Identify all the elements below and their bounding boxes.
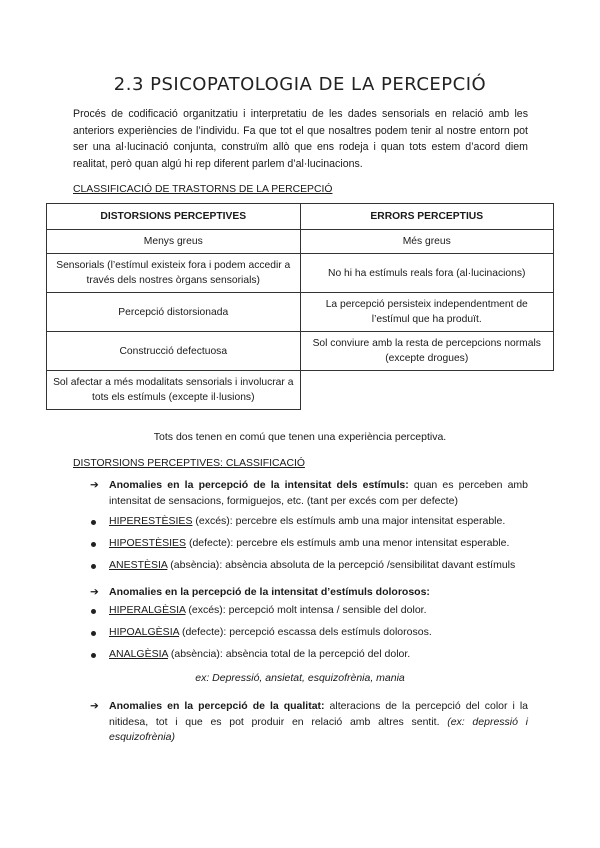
- term-qualifier: (excés): [185, 604, 223, 616]
- term-qualifier: (absència): [167, 648, 220, 660]
- list-item: [90, 625, 528, 641]
- intro-paragraph: Procés de codificació organitzatiu i interpretatiu de les dades sensorials en relació amb les anteriors experiències de l’individu. Fa que tot el que nosaltres podem tenir al nostre entorn pot ser una al·lucinació conjunta, construïm allò que ens rodeja i quan tots estem d’acord diem realitat, però quan algú hi rep diferent parlem d’al·lucinacions.: [73, 108, 528, 170]
- table-cell: La percepció persisteix independentment de l’estímul que ha produït.: [300, 293, 554, 332]
- section-example: (ex: depressió i esquizofrènia): [109, 715, 528, 743]
- table-cell: Sensorials (l’estímul existeix fora i podem accedir a través dels nostres òrgans sensorials): [47, 254, 301, 293]
- table-header: ERRORS PERCEPTIUS: [300, 204, 554, 230]
- bullet-icon: [91, 520, 96, 525]
- term-definition: : percebre els estímuls amb una major intensitat esperable.: [229, 515, 506, 527]
- section-pain: [90, 585, 528, 601]
- term: HIPOESTÈSIES: [109, 537, 187, 549]
- bullet-icon: [91, 653, 96, 658]
- table-row: [47, 371, 554, 410]
- term: HIPOALGÈSIA: [109, 626, 180, 638]
- list-item: [90, 536, 528, 552]
- table-cell: Més greus: [300, 230, 554, 254]
- table-row: [47, 230, 554, 254]
- term-definition: : percebre els estímuls amb una menor intensitat esperable.: [230, 537, 510, 549]
- list-item: [90, 514, 528, 530]
- classification-heading: CLASSIFICACIÓ DE TRASTORNS DE LA PERCEPCIÓ: [73, 184, 333, 195]
- table-row: [47, 293, 554, 332]
- term-qualifier: (excés): [192, 515, 230, 527]
- classification-table: [46, 203, 554, 410]
- arrow-icon: ➔: [90, 479, 99, 491]
- list-item: [90, 603, 528, 619]
- arrow-icon: ➔: [90, 586, 99, 598]
- term: ANESTÈSIA: [109, 559, 168, 571]
- table-cell: Percepció distorsionada: [47, 293, 301, 332]
- table-header-row: [47, 204, 554, 230]
- section-text: quan es perceben amb intensitat de sensacions, formiguejos, etc. (tant per excés com per defecte): [109, 479, 529, 507]
- table-row: [47, 332, 554, 371]
- table-cell: No hi ha estímuls reals fora (al·lucinacions): [300, 254, 554, 293]
- table-cell: Sol afectar a més modalitats sensorials i involucrar a tots els estímuls (excepte il·lusions): [47, 371, 301, 410]
- common-statement: Tots dos tenen en comú que tenen una experiència perceptiva.: [153, 431, 447, 443]
- section-intensity: [90, 478, 528, 509]
- section-title: Anomalies en la percepció de la intensitat d’estímuls dolorosos:: [109, 586, 430, 598]
- section-quality: [90, 699, 528, 746]
- term: ANALGÈSIA: [109, 648, 168, 660]
- bullet-icon: [91, 542, 96, 547]
- section-text: alteracions de la percepció del color i la nitidesa, tot i que es pot produir en relació amb altres sentit.: [109, 700, 528, 728]
- bullet-icon: [91, 609, 96, 614]
- table-cell-empty: [300, 371, 554, 410]
- term: HIPERALGÈSIA: [109, 604, 186, 616]
- section-title: Anomalies en la percepció de la intensitat dels estímuls:: [109, 479, 409, 491]
- table-row: [47, 254, 554, 293]
- table-header: DISTORSIONS PERCEPTIVES: [47, 204, 301, 230]
- term-definition: : percepció escassa dels estímuls dolorosos.: [223, 626, 432, 638]
- bullet-icon: [91, 631, 96, 636]
- table-cell: Construcció defectuosa: [47, 332, 301, 371]
- pain-example: ex: Depressió, ansietat, esquizofrènia, mania: [195, 672, 405, 684]
- section-title: Anomalies en la percepció de la qualitat:: [109, 700, 325, 712]
- term-qualifier: (absència): [167, 559, 220, 571]
- bullet-icon: [91, 564, 96, 569]
- term-qualifier: (defecte): [186, 537, 231, 549]
- distortions-heading: DISTORSIONS PERCEPTIVES: CLASSIFICACIÓ: [73, 458, 305, 469]
- table-cell: Sol conviure amb la resta de percepcions normals (excepte drogues): [300, 332, 554, 371]
- arrow-icon: ➔: [90, 700, 99, 712]
- term-definition: : absència total de la percepció del dolor.: [219, 648, 411, 660]
- term-qualifier: (defecte): [179, 626, 224, 638]
- list-item: [90, 558, 528, 574]
- page-title: 2.3 PSICOPATOLOGIA DE LA PERCEPCIÓ: [113, 74, 487, 95]
- table-cell: Menys greus: [47, 230, 301, 254]
- term-definition: : percepció molt intensa / sensible del dolor.: [222, 604, 427, 616]
- list-item: [90, 647, 528, 663]
- term-definition: : absència absoluta de la percepció /sensibilitat davant estímuls: [219, 559, 516, 571]
- term: HIPERESTÈSIES: [109, 515, 193, 527]
